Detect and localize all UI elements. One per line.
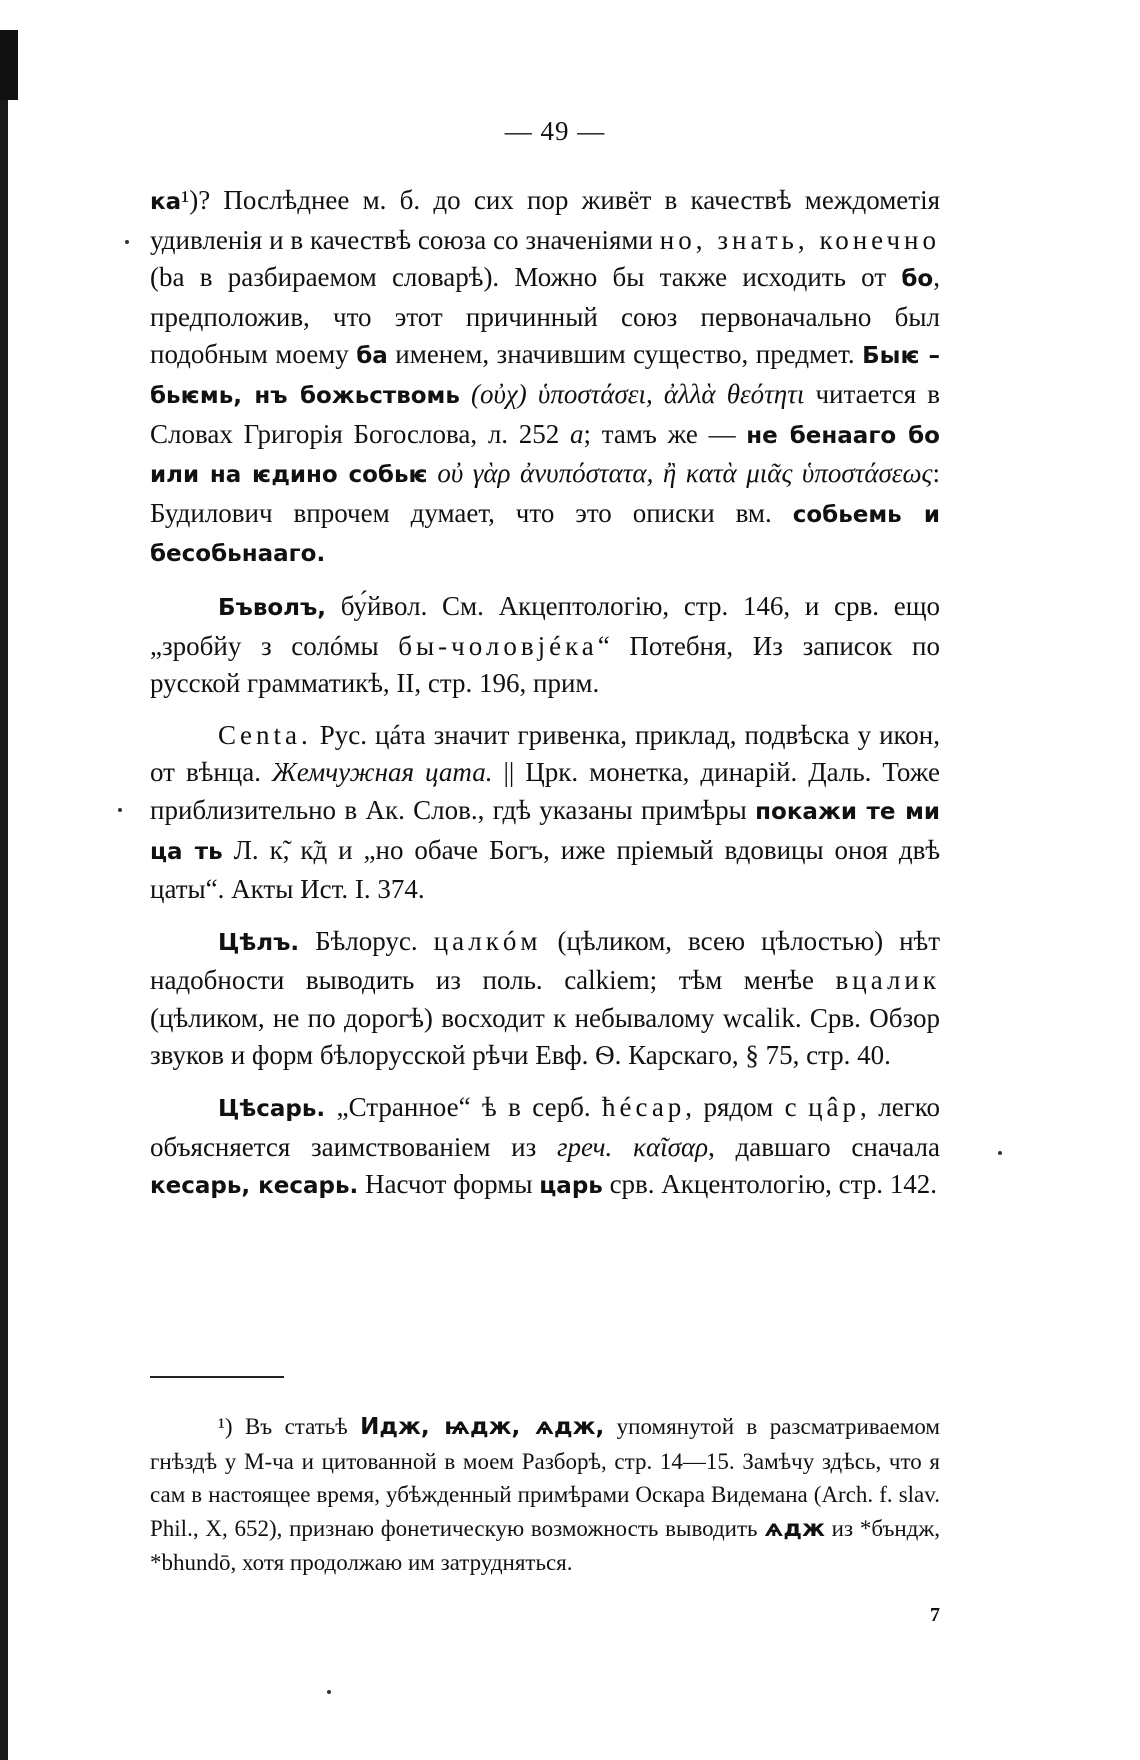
print-speck	[118, 808, 122, 812]
paragraph-spaced-word: Centa.	[218, 719, 312, 750]
body-text	[150, 182, 940, 1206]
paragraph-text: срв. Акцентологію, стр. 142.	[602, 1169, 937, 1200]
paragraph-text: , рядом с	[685, 1092, 809, 1123]
footnote-church-slavonic-word: ѧдж	[764, 1515, 825, 1542]
paragraph-text: : Будилович впрочем думает, что это описки вм.	[150, 458, 940, 528]
paragraph-spaced-word: ħéсар	[602, 1092, 686, 1123]
paragraph-church-slavonic-word: бо	[901, 266, 934, 293]
paragraph-church-slavonic-word: не бенааго бо или на ѥдино собьѥ	[150, 422, 940, 489]
paragraph-text: именем, значившим существо, предмет.	[387, 339, 863, 370]
paragraph-cel	[150, 923, 940, 1075]
paragraph-text: ; тамъ же —	[583, 418, 747, 449]
paragraph-text: || Црк. монетка, динарій. Даль. Тоже приблизительно в Ак. Слов., гдѣ указаны примѣры	[150, 757, 941, 825]
paragraph-greek-text: (οὐχ) ὑποστάσει, ἀλλὰ θεότητι	[459, 378, 805, 409]
paragraph-church-slavonic-word: Бъволъ,	[218, 594, 327, 621]
paragraph-text: (ba в разбираемом словарѣ). Можно бы также исходить от	[150, 262, 902, 293]
paragraph-spaced-word: бы-чоловјéка	[398, 630, 598, 661]
paragraph-text: “ Потебня, Из записок по русской грамматикѣ, II, стр. 196, прим.	[150, 630, 940, 699]
paragraph-spaced-word: вцалик	[835, 965, 940, 996]
paragraph-church-slavonic-word: Быѥ – бьѥмь, нъ божьствомь	[150, 343, 940, 409]
print-speck	[998, 1151, 1002, 1155]
footnote-text: упомянутой в разсматриваемом гнѣздѣ у М-ча и цитованной в моем Разборѣ, стр. 14—15. Замѣчу здѣсь, что я сам в настоящее время, убѣжденный примѣрами Оскара Видемана (Arch. f. slav. Phil., X, 652), признаю фонетическую возможность выводить	[150, 1414, 940, 1541]
paragraph-church-slavonic-word: ка	[150, 189, 182, 215]
paragraph-church-slavonic-word: Цѣлъ.	[218, 929, 300, 956]
paragraph-text: Бѣлорус.	[299, 925, 434, 956]
paragraph-text: , предположив, что этот причинный союз первоначально был подобным моему	[150, 262, 940, 370]
paragraph-spaced-word: но, знать, конечно	[659, 224, 941, 255]
paragraph-church-slavonic-word: ба	[356, 343, 388, 370]
paragraph-greek-text: καῖσαρ	[612, 1131, 709, 1162]
signature-mark: 7	[930, 1604, 940, 1626]
paragraph-text: бу́йвол. См. Акцептологію, стр. 146, и срв. ещо „зробйу з солóмы	[150, 590, 940, 661]
print-speck	[327, 1690, 331, 1694]
page-number: — 49 —	[504, 116, 606, 146]
paragraph-text: (цѣликом, не по дорогѣ) восходит к небывалому wcalik. Срв. Обзор звуков и форм бѣлорусской рѣчи Евф. Ѳ. Карскаго, § 75, стр. 40.	[150, 1002, 940, 1071]
paragraph-text: ¹)? Послѣднее м. б. до сих пор живёт в качествѣ междометія удивленія и в качествѣ союза со значеніями	[150, 185, 940, 255]
footnote-text: из *бъндж, *bhundō, хотя продолжаю им затрудняться.	[150, 1515, 940, 1575]
paragraph-ba	[150, 182, 940, 574]
paragraph-church-slavonic-word: царь	[539, 1173, 603, 1200]
paragraph-cesar	[150, 1089, 940, 1206]
paragraph-spaced-word: цâр	[808, 1092, 861, 1123]
paragraph-church-slavonic-word: Цѣсарь.	[218, 1096, 326, 1123]
footnote-text: ¹) Въ статьѣ	[218, 1414, 361, 1439]
footnote	[150, 1410, 940, 1580]
paragraph-text: , легко объясняется заимствованіем из	[150, 1092, 941, 1162]
paragraph-greek-text: οὐ γὰρ ἀνυπόστατα, ἢ κατὰ μιᾶς ὑποστάσεως	[427, 458, 933, 489]
paragraph-text: „Странное“ ѣ в серб.	[325, 1092, 603, 1123]
paragraph-spaced-word: цалкóм	[433, 925, 542, 956]
book-binding-edge	[0, 36, 8, 1760]
paragraph-text: (цѣликом, всею цѣлостью) нѣт надобности выводить из поль. calkiem; тѣм менѣе	[150, 925, 940, 996]
paragraph-church-slavonic-word: покажи те ми ца ть	[150, 798, 940, 865]
paragraph-byvol	[150, 588, 940, 703]
paragraph-italic-text: Жемчужная цата.	[272, 757, 493, 788]
paragraph-text: Насчот формы	[358, 1169, 540, 1200]
binding-tab	[0, 30, 18, 100]
paragraph-centa	[150, 717, 940, 909]
paragraph-church-slavonic-word: кесарь, кесарь.	[150, 1173, 359, 1200]
paragraph-text: , давшаго сначала	[708, 1131, 940, 1162]
paragraph-italic-text: греч.	[556, 1131, 613, 1162]
paragraph-text: Л. к̃, к̃д и „но обаче Богъ, иже пріемый вдовицы оноя двѣ цаты“. Акты Ист. I. 374.	[150, 834, 940, 905]
footnote-church-slavonic-word: Идж, ѩдж, ѧдж,	[360, 1414, 605, 1440]
paragraph-text: Рус. цáта значит гривенка, приклад, подвѣска у икон, от вѣнца.	[150, 719, 940, 788]
paragraph-church-slavonic-word: собьемь и бесобьнааго.	[150, 501, 940, 568]
paragraph-greek-text: a	[569, 418, 584, 449]
footnote-rule	[150, 1376, 284, 1378]
paragraph-text: читается в Словах Григорія Богослова, л. 252	[150, 378, 940, 449]
print-speck	[125, 240, 129, 244]
